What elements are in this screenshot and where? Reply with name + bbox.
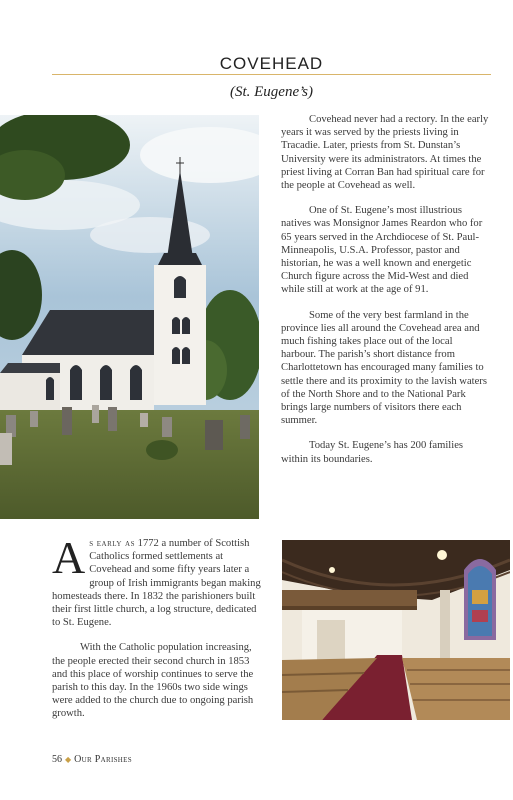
title-rule — [52, 74, 491, 75]
diamond-icon: ◆ — [65, 755, 72, 764]
lead-smallcaps: s early as — [89, 538, 136, 549]
drop-cap: A — [52, 532, 86, 583]
page-number: 56 — [52, 754, 62, 765]
page-title: COVEHEAD — [219, 54, 324, 73]
church-interior-photo — [282, 540, 510, 720]
church-exterior-photo — [0, 115, 259, 519]
page-footer — [52, 754, 132, 765]
history-text: 1772 a number of Scottish Catholics formed settlements at Covehead and some fifty years later a group of Irish immigrants began making homesteads there. In 1832 the parishioners built their first little church, a log structure, dedicated to St. Eugene. — [52, 538, 261, 629]
paragraph-farmland: Some of the very best farmland in the province lies all around the Covehead area and much fishing takes place out of the local harbour. The parish’s short distance from Charlottetown has encouraged many families to settle there and its proximity to the lavish waters of the North Shore and to the National Park brings large numbers of visitors there each summer. — [281, 309, 487, 427]
paragraph-reardon: One of St. Eugene’s most illustrious natives was Monsignor James Reardon who for 65 years served in the Archdiocese of St. Paul-Minneapolis, U.S.A. Professor, pastor and historian, he was a well known and energetic Church figure across the Mid-West and died while still at work at the age of 91. — [281, 205, 483, 296]
paragraph-families: Today St. Eugene’s has 200 families within its boundaries. — [281, 440, 464, 465]
paragraph-history — [52, 532, 262, 629]
section-name: Our Parishes — [74, 754, 132, 765]
left-text-column — [52, 532, 262, 733]
paragraph-rectory: Covehead never had a rectory. In the early years it was served by the priests living in Tracadie. Later, priests from St. Dunstan’s University were its administrators. At times the priest living at Corran Ban had spiritual care for the people at Covehead as well. — [281, 114, 489, 192]
right-text-column — [281, 113, 489, 478]
page-subtitle: (St. Eugene’s) — [229, 84, 314, 100]
paragraph-second-church: With the Catholic population increasing, the people erected their second church in 1853 and this place of worship continues to serve the parish to this day. In the 1960s two side wings were added to the church due to ongoing parish growth. — [52, 642, 254, 720]
